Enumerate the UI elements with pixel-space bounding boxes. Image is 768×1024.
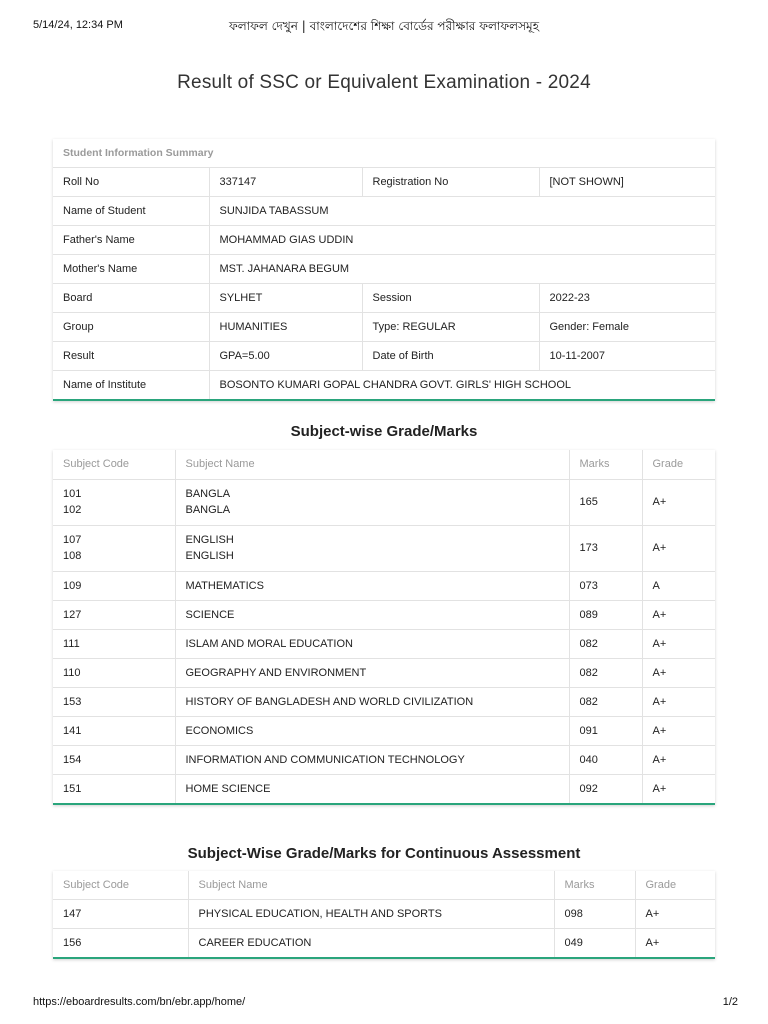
subject-code: 110: [63, 666, 81, 679]
subject-name: GEOGRAPHY AND ENVIRONMENT: [185, 666, 367, 679]
subject-code-cell: [53, 479, 175, 525]
ca-grade: A+: [635, 928, 715, 957]
subject-code-cell: [53, 716, 175, 745]
subject-code: 141: [63, 724, 82, 737]
subject-code-cell: [53, 525, 175, 571]
subject-row: [53, 600, 715, 629]
subject-code: 102: [63, 504, 82, 516]
subject-name: ENGLISH: [185, 534, 234, 546]
ca-subject-name: CAREER EDUCATION: [188, 928, 554, 957]
subject-marks: 173: [569, 525, 642, 571]
subject-grade: A: [642, 571, 715, 600]
registration-value: [NOT SHOWN]: [539, 167, 715, 196]
ca-subject-name: PHYSICAL EDUCATION, HEALTH AND SPORTS: [188, 899, 554, 928]
dob-value: 10-11-2007: [539, 341, 715, 370]
subject-name-cell: [175, 629, 569, 658]
ca-subject-code: 147: [53, 899, 188, 928]
subject-grade: A+: [642, 525, 715, 571]
ca-grade-header: Grade: [635, 871, 715, 899]
subject-row: [53, 774, 715, 803]
ca-subject-code: 156: [53, 928, 188, 957]
ca-row: [53, 928, 715, 957]
subject-code: 109: [63, 579, 82, 592]
subject-code: 101: [63, 488, 82, 500]
subject-row: [53, 479, 715, 525]
subject-grade: A+: [642, 479, 715, 525]
group-label: Group: [53, 312, 209, 341]
print-page-number: 1/2: [722, 996, 738, 1008]
subject-row: [53, 716, 715, 745]
subject-marks: 040: [569, 745, 642, 774]
subject-marks: 089: [569, 600, 642, 629]
subject-grades-title: Subject-wise Grade/Marks: [290, 423, 478, 440]
student-summary-table: [53, 139, 715, 399]
subject-row: [53, 687, 715, 716]
subject-marks: 082: [569, 629, 642, 658]
subject-marks: 092: [569, 774, 642, 803]
roll-label: Roll No: [53, 167, 209, 196]
subject-row: [53, 745, 715, 774]
subject-code: 111: [63, 637, 80, 650]
subject-grade: A+: [642, 687, 715, 716]
subject-name-cell: [175, 774, 569, 803]
subject-name: SCIENCE: [185, 608, 235, 621]
ca-subject-code-header: Subject Code: [53, 871, 188, 899]
board-label: Board: [53, 283, 209, 312]
subject-name-cell: [175, 687, 569, 716]
subject-row: [53, 658, 715, 687]
subject-row: [53, 571, 715, 600]
subject-name: HOME SCIENCE: [185, 782, 271, 795]
subject-name: BANGLA: [185, 504, 231, 516]
print-url: https://eboardresults.com/bn/ebr.app/home/: [33, 996, 246, 1008]
ca-subject-name-header: Subject Name: [188, 871, 554, 899]
father-name-label: Father's Name: [53, 225, 209, 254]
board-value: SYLHET: [209, 283, 362, 312]
subject-marks: 165: [569, 479, 642, 525]
mother-name-label: Mother's Name: [53, 254, 209, 283]
subject-name: ECONOMICS: [185, 724, 254, 737]
student-summary-panel: [53, 139, 715, 401]
subject-code-cell: [53, 774, 175, 803]
ca-row: [53, 899, 715, 928]
subject-code-cell: [53, 571, 175, 600]
roll-value: 337147: [209, 167, 362, 196]
print-datetime: 5/14/24, 12:34 PM: [33, 19, 123, 31]
subject-code: 108: [63, 550, 82, 562]
subject-code: 154: [63, 753, 82, 766]
gender-value: Gender: Female: [539, 312, 715, 341]
marks-header: Marks: [569, 450, 642, 479]
dob-label: Date of Birth: [362, 341, 539, 370]
subject-row: [53, 525, 715, 571]
subject-name: HISTORY OF BANGLADESH AND WORLD CIVILIZATION: [185, 695, 474, 708]
group-value: HUMANITIES: [209, 312, 362, 341]
subject-name-cell: [175, 479, 569, 525]
student-name-label: Name of Student: [53, 196, 209, 225]
subject-grade: A+: [642, 629, 715, 658]
subject-name: ISLAM AND MORAL EDUCATION: [185, 637, 353, 650]
subject-code-cell: [53, 629, 175, 658]
subject-grade: A+: [642, 745, 715, 774]
ca-marks: 098: [554, 899, 635, 928]
ca-marks-header: Marks: [554, 871, 635, 899]
print-page-title: ফলাফল দেখুন | বাংলাদেশের শিক্ষা বোর্ডের পরীক্ষার ফলাফলসমূহ: [228, 19, 540, 33]
ca-rows: [53, 899, 715, 957]
subject-name-cell: [175, 745, 569, 774]
subject-name-cell: [175, 716, 569, 745]
subject-marks: 082: [569, 687, 642, 716]
continuous-assessment-title: Subject-Wise Grade/Marks for Continuous Assessment: [187, 845, 581, 862]
subject-grade: A+: [642, 600, 715, 629]
page-title: Result of SSC or Equivalent Examination - 2024: [177, 72, 591, 93]
subject-code: 153: [63, 695, 82, 708]
subject-row: [53, 629, 715, 658]
subject-grade: A+: [642, 774, 715, 803]
result-label: Result: [53, 341, 209, 370]
subject-grades-table: [53, 450, 715, 803]
subject-code: 127: [63, 608, 82, 621]
subject-code-cell: [53, 745, 175, 774]
institute-label: Name of Institute: [53, 370, 209, 399]
subject-code: 151: [63, 782, 82, 795]
subject-marks: 082: [569, 658, 642, 687]
result-value: GPA=5.00: [209, 341, 362, 370]
student-name-value: SUNJIDA TABASSUM: [209, 196, 715, 225]
type-value: Type: REGULAR: [362, 312, 539, 341]
session-value: 2022-23: [539, 283, 715, 312]
subject-name-cell: [175, 658, 569, 687]
registration-label: Registration No: [362, 167, 539, 196]
subject-code-header: Subject Code: [53, 450, 175, 479]
mother-name-value: MST. JAHANARA BEGUM: [209, 254, 715, 283]
subject-name-cell: [175, 600, 569, 629]
subject-code-cell: [53, 600, 175, 629]
ca-marks: 049: [554, 928, 635, 957]
subject-grades-panel: [53, 450, 715, 805]
subject-name-cell: [175, 525, 569, 571]
subject-marks: 091: [569, 716, 642, 745]
subject-name: MATHEMATICS: [185, 579, 264, 592]
institute-value: BOSONTO KUMARI GOPAL CHANDRA GOVT. GIRLS' HIGH SCHOOL: [209, 370, 715, 399]
subject-code-cell: [53, 687, 175, 716]
subject-name-cell: [175, 571, 569, 600]
subject-rows: [53, 479, 715, 803]
session-label: Session: [362, 283, 539, 312]
subject-name: BANGLA: [185, 488, 231, 500]
subject-grade: A+: [642, 658, 715, 687]
subject-code-cell: [53, 658, 175, 687]
subject-marks: 073: [569, 571, 642, 600]
subject-code: 107: [63, 534, 82, 546]
subject-name-header: Subject Name: [175, 450, 569, 479]
grade-header: Grade: [642, 450, 715, 479]
continuous-assessment-panel: [53, 871, 715, 959]
father-name-value: MOHAMMAD GIAS UDDIN: [209, 225, 715, 254]
ca-grade: A+: [635, 899, 715, 928]
summary-heading: Student Information Summary: [53, 139, 715, 167]
continuous-assessment-table: [53, 871, 715, 957]
subject-name: INFORMATION AND COMMUNICATION TECHNOLOGY: [185, 753, 465, 766]
subject-name: ENGLISH: [185, 550, 234, 562]
subject-grade: A+: [642, 716, 715, 745]
